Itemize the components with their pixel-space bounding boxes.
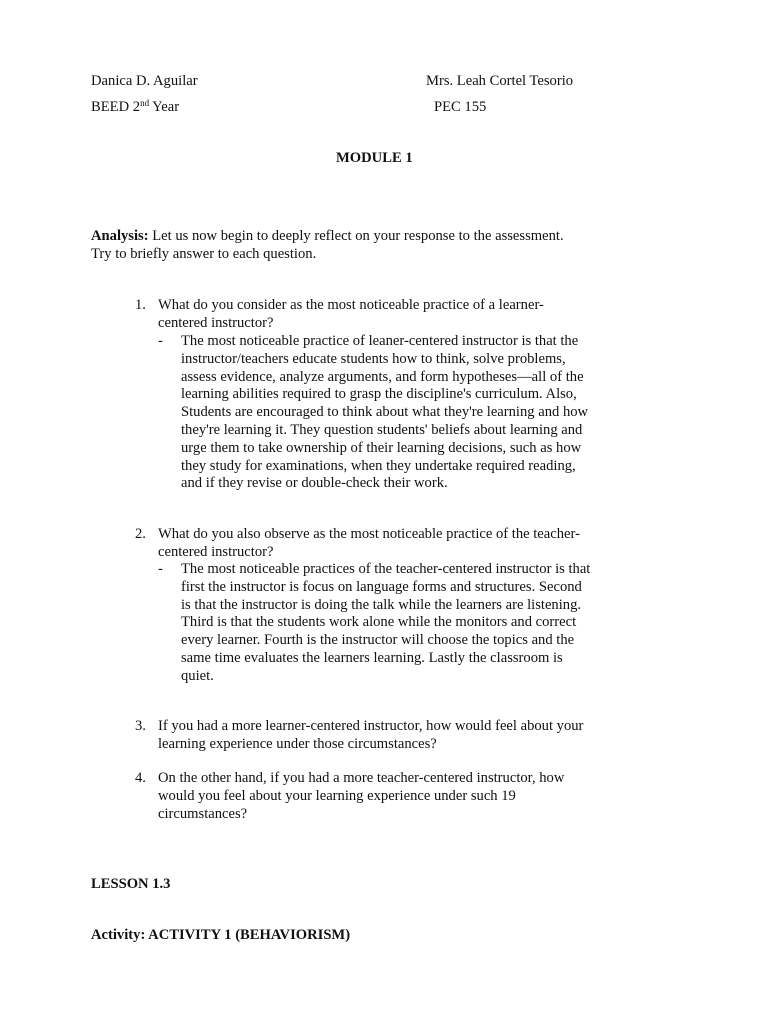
analysis-label: Analysis: <box>91 228 149 244</box>
question-2-number: 2. <box>135 526 146 542</box>
activity-title: ACTIVITY 1 (BEHAVIORISM) <box>145 927 351 943</box>
year-prefix: BEED 2 <box>91 99 141 115</box>
course-code: PEC 155 <box>434 99 487 115</box>
activity-label: Activity: <box>91 927 146 943</box>
year-suffix: Year <box>149 99 180 115</box>
question-1-text: What do you consider as the most noticeable practice of a learner- centered instructor? <box>158 297 544 331</box>
answer-1-text: The most noticeable practice of leaner-centered instructor is that the instructor/teachers educate students how to think, solve problems, assess evidence, analyze arguments, and form hypotheses—all of the learning abilities required to grasp the discipline's curriculum. Also, Students are encouraged to think about what they're learning and how they're learning it. They question students' beliefs about learning and urge them to take ownership of their learning decisions, such as how they study for examinations, when they undertake required reading, and if they revise or double-check their work. <box>181 333 589 492</box>
lesson-title: LESSON 1.3 <box>91 876 171 892</box>
analysis-paragraph <box>91 228 564 264</box>
answer-2-bullet: - <box>158 561 163 577</box>
question-1-number: 1. <box>135 297 146 313</box>
year-level <box>91 99 179 117</box>
analysis-line-2: Try to briefly answer to each question. <box>91 245 317 262</box>
question-3-number: 3. <box>135 718 146 734</box>
instructor-name: Mrs. Leah Cortel Tesorio <box>426 73 574 89</box>
question-4-text: On the other hand, if you had a more teacher-centered instructor, how would you feel about your learning experience under such 19 circumstances? <box>158 770 565 822</box>
student-name: Danica D. Aguilar <box>91 73 198 89</box>
activity-line <box>91 927 350 945</box>
year-superscript: nd <box>140 98 150 108</box>
question-4-number: 4. <box>135 770 146 786</box>
question-2-text: What do you also observe as the most noticeable practice of the teacher- centered instructor? <box>158 526 580 560</box>
module-title: MODULE 1 <box>336 150 413 166</box>
answer-1-bullet: - <box>158 333 163 349</box>
analysis-line-1: Analysis: Let us now begin to deeply reflect on your response to the assessment. <box>91 228 564 244</box>
answer-2-text: The most noticeable practices of the teacher-centered instructor is that first the instructor is focus on language forms and structures. Second is that the instructor is doing the talk while the learners are listening. Third is that the students work alone while the monitors and correct every learner. Fourth is the instructor will choose the topics and the same time evaluates the learners learning. Lastly the classroom is quiet. <box>181 561 591 684</box>
question-3-text: If you had a more learner-centered instructor, how would feel about your learning experience under those circumstances? <box>158 718 584 752</box>
